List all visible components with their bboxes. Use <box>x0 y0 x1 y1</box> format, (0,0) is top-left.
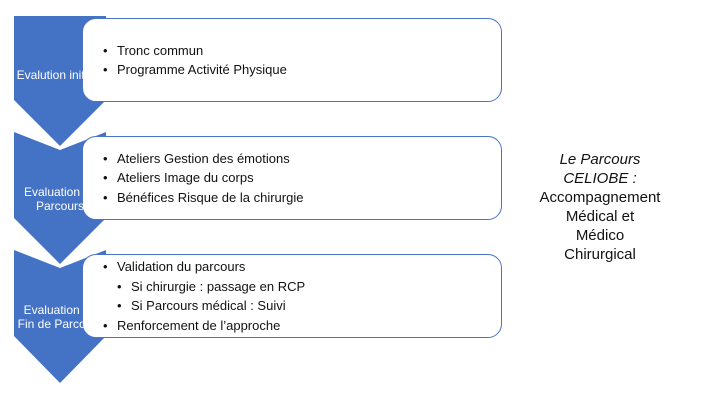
bullet-item: • Programme Activité Physique <box>103 60 501 80</box>
caption-line: Accompagnement <box>539 189 661 206</box>
step-2-box <box>82 136 502 220</box>
step-2-label: Evaluation Mi Parcours <box>23 185 97 213</box>
side-caption <box>530 150 670 264</box>
step-1-label: Evalution initiale <box>16 68 104 82</box>
sub-bullet-item: • Si chirurgie : passage en RCP <box>117 277 501 297</box>
step-1-box <box>82 18 502 102</box>
bullet-item: • Ateliers Image du corps <box>103 168 501 188</box>
caption-line: Le Parcours <box>559 151 641 168</box>
step-3-box <box>82 254 502 338</box>
bullet-item: • Tronc commun <box>103 41 501 61</box>
bullet-item: • Validation du parcours <box>103 257 501 277</box>
caption-line: Médical et <box>565 208 635 225</box>
bullet-item: • Renforcement de l’approche <box>103 316 501 336</box>
bullet-item: • Bénéfices Risque de la chirurgie <box>103 188 501 208</box>
bullet-item: • Ateliers Gestion des émotions <box>103 149 501 169</box>
step-3-label: Evaluation de Fin de Parcours <box>17 303 103 331</box>
caption-line: CELIOBE : <box>563 170 637 187</box>
caption-line: Médico <box>575 227 625 244</box>
sub-bullet-item: • Si Parcours médical : Suivi <box>117 296 501 316</box>
caption-line: Chirurgical <box>564 246 636 263</box>
